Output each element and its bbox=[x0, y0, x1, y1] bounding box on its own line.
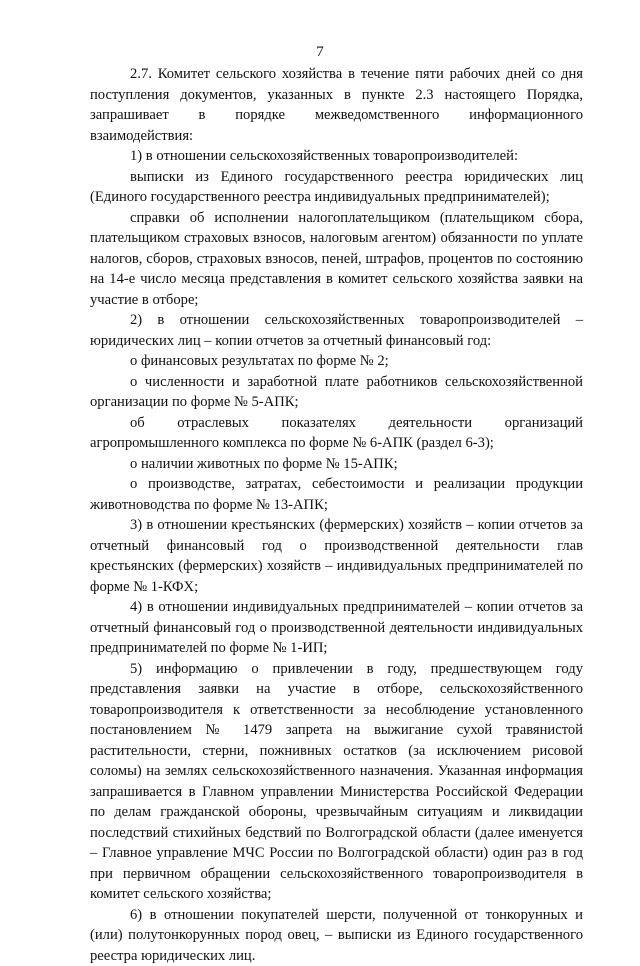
paragraph-form-6-apk: об отраслевых показателях деятельности организаций агропромышленного комплекса по форме № 6-АПК (раздел 6-3); bbox=[90, 413, 583, 454]
paragraph-item-2: 2) в отношении сельскохозяйственных товаропроизводителей – юридических лиц – копии отчетов за отчетный финансовый год: bbox=[90, 310, 583, 351]
page-number: 7 bbox=[0, 44, 640, 61]
paragraph-form-5-apk: о численности и заработной плате работников сельскохозяйственной организации по форме № 5-АПК; bbox=[90, 372, 583, 413]
paragraph-item-6: 6) в отношении покупателей шерсти, полученной от тонкорунных и (или) полутонкорунных пород овец, – выписки из Единого государственного реестра юридических лиц. bbox=[90, 905, 583, 966]
paragraph-form-13-apk: о производстве, затратах, себестоимости и реализации продукции животноводства по форме № 13-АПК; bbox=[90, 474, 583, 515]
paragraph-2-7-intro: 2.7. Комитет сельского хозяйства в течение пяти рабочих дней со дня поступления документов, указанных в пункте 2.3 настоящего Порядка, запрашивает в порядке межведомственного информационного взаимодействия: bbox=[90, 64, 583, 146]
paragraph-tax-certificates: справки об исполнении налогоплательщиком (плательщиком сбора, плательщиком страховых взносов, налоговым агентом) обязанности по уплате налогов, сборов, страховых взносов, пеней, штрафов, процентов по состоянию на 14-е число месяца представления в комитет сельского хозяйства заявки на участие в отборе; bbox=[90, 208, 583, 311]
paragraph-item-5: 5) информацию о привлечении в году, предшествующем году представления заявки на участие в отборе, сельскохозяйственного товаропроизводителя к ответственности за несоблюдение установленного постановлением № 1479 запрета на выжигание сухой травянистой растительности, стерни, пожнивных остатков (за исключением рисовой соломы) на землях сельскохозяйственного назначения. Указанная информация запрашивается в Главном управлении Министерства Российской Федерации по делам гражданской обороны, чрезвычайным ситуациям и ликвидации последствий стихийных бедствий по Волгоградской области (далее именуется – Главное управление МЧС России по Волгоградской области) один раз в год при первичном обращении сельскохозяйственного товаропроизводителя в комитет сельского хозяйства; bbox=[90, 659, 583, 905]
paragraph-item-3: 3) в отношении крестьянских (фермерских) хозяйств – копии отчетов за отчетный финансовый год о производственной деятельности глав крестьянских (фермерских) хозяйств – индивидуальных предпринимателей по форме № 1-КФХ; bbox=[90, 515, 583, 597]
document-body bbox=[90, 64, 583, 966]
paragraph-item-4: 4) в отношении индивидуальных предпринимателей – копии отчетов за отчетный финансовый год о производственной деятельности индивидуальных предпринимателей по форме № 1-ИП; bbox=[90, 597, 583, 659]
paragraph-form-15-apk: о наличии животных по форме № 15-АПК; bbox=[90, 454, 583, 475]
paragraph-item-1: 1) в отношении сельскохозяйственных товаропроизводителей: bbox=[90, 146, 583, 167]
paragraph-registry-extracts: выписки из Единого государственного реестра юридических лиц (Единого государственного реестра индивидуальных предпринимателей); bbox=[90, 167, 583, 208]
paragraph-form-2: о финансовых результатах по форме № 2; bbox=[90, 351, 583, 372]
